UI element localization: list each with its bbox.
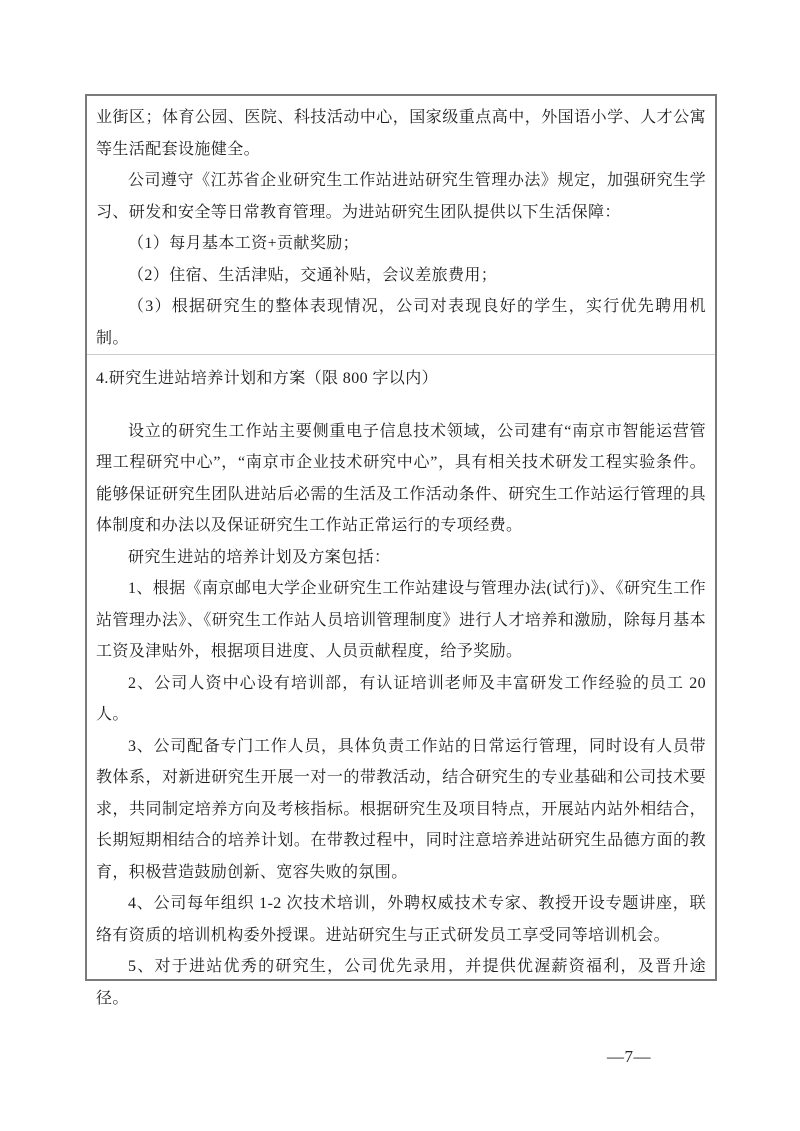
- section-training-plan-heading: 4.研究生进站培养计划和方案（限 800 字以内）: [96, 370, 439, 387]
- paragraph-plan-intro: 研究生进站的培养计划及方案包括：: [128, 548, 391, 566]
- list-item-plan-1: 1、根据《南京邮电大学企业研究生工作站建设与管理办法(试行)》、《研究生工作站管理办法》、《研究生工作站人员培训管理制度》进行人才培养和激励，除每月基本工资及津贴外，根据项目进度、人员贡献程度，给予奖励。: [96, 580, 706, 660]
- paragraph-site-facilities: 业街区；体育公园、医院、科技活动中心，国家级重点高中，外国语小学、人才公寓等生活配套设施健全。: [96, 109, 706, 158]
- list-item-benefit-2: （2）住宿、生活津贴，交通补贴，会议差旅费用；: [128, 266, 498, 284]
- list-item-plan-3: 3、公司配备专门工作人员，具体负责工作站的日常运行管理，同时设有人员带教体系，对新进研究生开展一对一的带教活动，结合研究生的专业基础和公司技术要求，共同制定培养方向及考核指标。根据研究生及项目特点，开展站内站外相结合，长期短期相结合的培养计划。在带教过程中，同时注意培养进站研究生品德方面的教育，积极营造鼓励创新、宽容失败的氛围。: [96, 737, 706, 881]
- application-form-table: [85, 94, 717, 1007]
- list-item-plan-5: 5、对于进站优秀的研究生，公司优先录用，并提供优渥薪资福利，及晋升途径。: [96, 958, 706, 1007]
- list-item-plan-4: 4、公司每年组织 1-2 次技术培训，外聘权威技术专家、教授开设专题讲座，联络有资质的培训机构委外授课。进站研究生与正式研发员工享受同等培训机会。: [96, 895, 706, 944]
- list-item-benefit-3: （3）根据研究生的整体表现情况，公司对表现良好的学生，实行优先聘用机制。: [96, 298, 706, 347]
- list-item-benefit-1: （1）每月基本工资+贡献奖励；: [128, 235, 360, 252]
- footer-page-number: —7—: [607, 1047, 651, 1066]
- list-item-plan-2: 2、公司人资中心设有培训部，有认证培训老师及丰富研发工作经验的员工 20 人。: [96, 674, 706, 723]
- section-training-plan-cell: [87, 355, 715, 1014]
- section-site-conditions-continuation-cell: [87, 96, 715, 355]
- paragraph-workstation-overview: 设立的研究生工作站主要侧重电子信息技术领域，公司建有“南京市智能运营管理工程研究中心”，“南京市企业技术研究中心”，具有相关技术研发工程实验条件。能够保证研究生团队进站后必需的生活及工作活动条件、研究生工作站运行管理的具体制度和办法以及保证研究生工作站正常运行的专项经费。: [96, 422, 706, 534]
- paragraph-company-policy: 公司遵守《江苏省企业研究生工作站进站研究生管理办法》规定，加强研究生学习、研发和安全等日常教育管理。为进站研究生团队提供以下生活保障：: [96, 172, 706, 221]
